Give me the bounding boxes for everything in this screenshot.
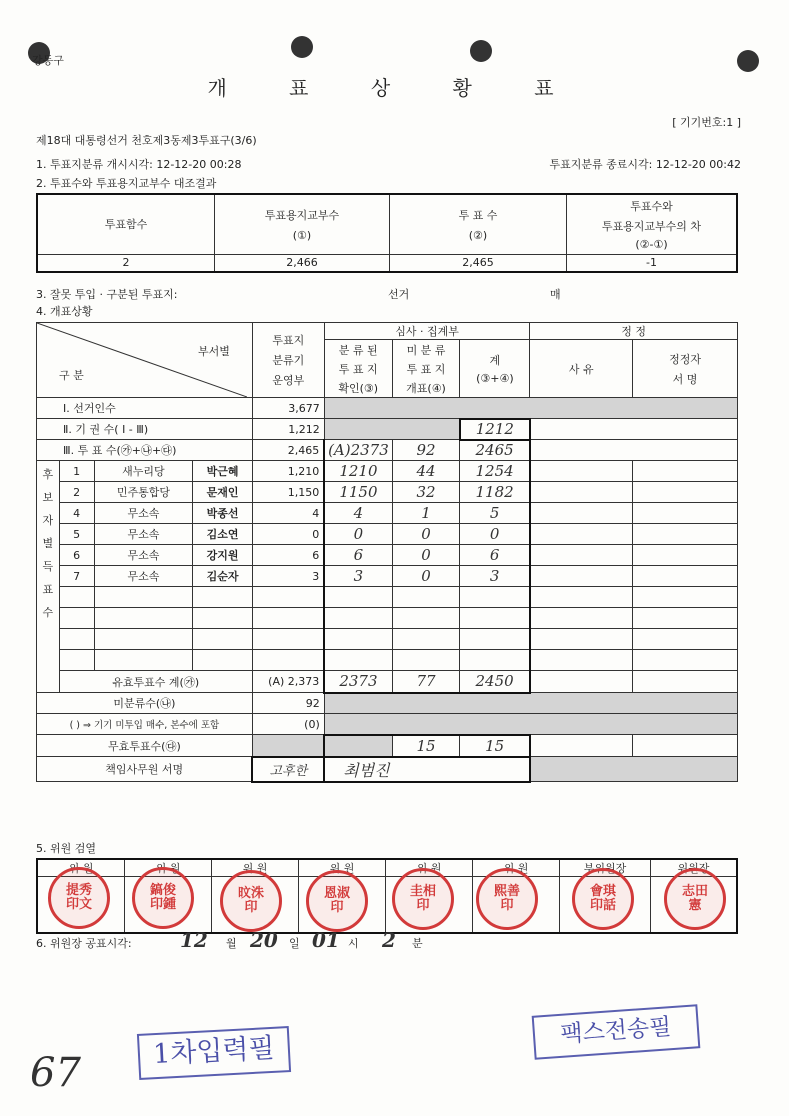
candidate-name: 김순자: [193, 566, 253, 587]
candidate-classified-hw: 4: [324, 503, 392, 524]
fax-sent-stamp: 팩스전송필: [532, 1004, 701, 1059]
hour-unit: 시: [348, 937, 359, 950]
month-unit: 월: [226, 937, 237, 950]
candidate-name: 박근혜: [193, 461, 253, 482]
signature-label: 책임사무원 서명: [37, 757, 253, 782]
empty-row: [37, 629, 738, 650]
row-voters-value: 3,677: [252, 398, 324, 419]
member-label: 위 원: [212, 859, 299, 877]
member-label: 위 원: [386, 859, 473, 877]
candidate-party: 민주통합당: [94, 482, 193, 503]
unclassified-value: 92: [252, 693, 324, 714]
valid-votes-value: (A) 2,373: [252, 671, 324, 693]
seal-stamp: 志田 憲: [664, 868, 726, 930]
header-category: 구 분: [59, 369, 84, 382]
announce-month-hw: 12: [180, 928, 208, 952]
candidate-party: 무소속: [94, 524, 193, 545]
difference-value: -1: [567, 254, 738, 272]
section-3-election: 선거: [388, 288, 410, 301]
candidate-votes: 6: [252, 545, 324, 566]
valid-classified-hw: 2373: [324, 671, 392, 693]
candidate-no: 2: [59, 482, 94, 503]
diagonal-line: [37, 323, 247, 397]
candidate-no: 5: [59, 524, 94, 545]
seal-stamp: 提秀 印文: [48, 867, 110, 929]
candidate-no: 6: [59, 545, 94, 566]
seal-stamp: 鎬俊 印鍾: [132, 867, 194, 929]
seal-stamp: 熙善 印: [476, 868, 538, 930]
candidate-name: 강지원: [193, 545, 253, 566]
valid-unclassified-hw: 77: [392, 671, 460, 693]
unclassified-label: 미분류수(㉯): [37, 693, 253, 714]
page-title: 개 표 상 황 표: [207, 76, 582, 100]
candidate-classified-hw: 1210: [324, 461, 392, 482]
sort-end: 투표지분류 종료시각: 12-12-20 00:42: [549, 158, 741, 171]
section-3-label: 3. 잘못 투입 · 구분된 투표지:: [36, 288, 178, 301]
member-label: 위 원: [473, 859, 560, 877]
header-diagonal-cell: [37, 323, 253, 398]
row-votes-value: 2,465: [252, 440, 324, 461]
section-5-label: 5. 위원 검열: [36, 842, 96, 855]
header-sum: 계 (③+④): [460, 340, 530, 398]
empty-row: [37, 650, 738, 671]
section-3-count: 매: [550, 288, 561, 301]
machine-number: [ 기기번호:1 ]: [672, 116, 741, 129]
ballot-comparison-table: [36, 193, 738, 273]
candidate-unclassified-hw: 44: [392, 461, 460, 482]
announce-day-hw: 20: [250, 928, 278, 952]
candidate-sum-hw: 5: [460, 503, 530, 524]
invalid-sum-hw: 15: [460, 735, 530, 757]
row-abstain-value: 1,212: [252, 419, 324, 440]
announce-minute-hw: 2: [382, 928, 396, 952]
signature-hw-1: 고후한: [252, 757, 324, 782]
col-ballot-boxes: 투표함수: [37, 194, 215, 254]
punch-hole: [470, 40, 492, 62]
votes-unclassified-hw: 92: [392, 440, 460, 461]
member-label: 위 원: [125, 859, 212, 877]
ballot-boxes-value: 2: [37, 254, 215, 272]
candidate-no: 4: [59, 503, 94, 524]
candidate-votes: 3: [252, 566, 324, 587]
seal-stamp: 圭相 印: [392, 868, 454, 930]
vice-chair-label: 부위원장: [560, 859, 651, 877]
candidate-name: 문재인: [193, 482, 253, 503]
announce-hour-hw: 01: [312, 928, 340, 952]
candidate-votes: 0: [252, 524, 324, 545]
district: 강동구: [32, 54, 64, 67]
invalid-votes-label: 무효투표수(㉰): [37, 735, 253, 757]
votes-classified-hw: (A)2373: [324, 440, 392, 461]
punch-hole: [291, 36, 313, 58]
seal-stamp: 旼洙 印: [220, 870, 282, 932]
header-corrector: 정정자 서 명: [633, 340, 738, 398]
empty-row: [37, 608, 738, 629]
candidate-unclassified-hw: 32: [392, 482, 460, 503]
candidate-votes: 1,210: [252, 461, 324, 482]
col-issued: 투표용지교부수 (①): [215, 194, 390, 254]
header-department: 부서별: [197, 345, 230, 358]
header-review: 심사 · 집계부: [324, 323, 530, 340]
candidate-party: 새누리당: [94, 461, 193, 482]
seal-stamp: 恩淑 印: [306, 870, 368, 932]
candidate-unclassified-hw: 0: [392, 545, 460, 566]
candidate-classified-hw: 1150: [324, 482, 392, 503]
votes-sum-hw: 2465: [460, 440, 530, 461]
header-correction: 정 정: [530, 323, 738, 340]
invalid-unclassified-hw: 15: [392, 735, 460, 757]
col-difference: 투표수와 투표용지교부수의 차 (②-①): [567, 194, 738, 254]
election-name: 제18대 대통령선거 천호제3동제3투표구(3/6): [36, 134, 257, 147]
row-votes-label: Ⅲ. 투 표 수(㉮+㉯+㉰): [37, 440, 253, 461]
section-6-label: 6. 위원장 공표시각:: [36, 937, 132, 950]
candidate-unclassified-hw: 1: [392, 503, 460, 524]
chair-label: 위원장: [651, 859, 738, 877]
candidate-classified-hw: 3: [324, 566, 392, 587]
candidate-party: 무소속: [94, 566, 193, 587]
punch-hole: [737, 50, 759, 72]
candidate-side-label: 후 보 자 별 득 표 수: [37, 461, 60, 693]
candidate-classified-hw: 0: [324, 524, 392, 545]
header-unclassified: 미 분 류 투 표 지 개표(④): [392, 340, 460, 398]
header-sorter: 투표지 분류기 운영부: [252, 323, 324, 398]
votes-value: 2,465: [390, 254, 567, 272]
note-label: ( ) ⇒ 기기 미투입 매수, 본수에 포함: [37, 714, 253, 735]
sort-start: 1. 투표지분류 개시시각: 12-12-20 00:28: [36, 158, 242, 171]
candidate-unclassified-hw: 0: [392, 524, 460, 545]
candidate-sum-hw: 1182: [460, 482, 530, 503]
valid-sum-hw: 2450: [460, 671, 530, 693]
candidate-name: 박종선: [193, 503, 253, 524]
header-classified: 분 류 된 투 표 지 확인(③): [324, 340, 392, 398]
valid-votes-label: 유효투표수 계(㉮): [59, 671, 252, 693]
row-abstain-label: Ⅱ. 기 권 수( Ⅰ - Ⅲ): [37, 419, 253, 440]
candidate-sum-hw: 6: [460, 545, 530, 566]
day-unit: 일: [289, 937, 300, 950]
issued-value: 2,466: [215, 254, 390, 272]
candidate-party: 무소속: [94, 545, 193, 566]
candidate-classified-hw: 6: [324, 545, 392, 566]
seal-stamp: 會琪 印話: [572, 868, 634, 930]
candidate-votes: 4: [252, 503, 324, 524]
candidate-name: 김소연: [193, 524, 253, 545]
abstain-handwritten: 1212: [460, 419, 530, 440]
member-label: 위 원: [299, 859, 386, 877]
candidate-no: 7: [59, 566, 94, 587]
candidate-unclassified-hw: 0: [392, 566, 460, 587]
section-2-label: 2. 투표수와 투표용지교부수 대조결과: [36, 177, 217, 190]
header-reason: 사 유: [530, 340, 633, 398]
candidate-sum-hw: 0: [460, 524, 530, 545]
input-complete-stamp: 1차입력필: [137, 1026, 291, 1080]
candidate-votes: 1,150: [252, 482, 324, 503]
candidate-party: 무소속: [94, 503, 193, 524]
col-votes: 투 표 수 (②): [390, 194, 567, 254]
candidate-sum-hw: 3: [460, 566, 530, 587]
candidate-no: 1: [59, 461, 94, 482]
section-4-label: 4. 개표상황: [36, 305, 93, 318]
empty-row: [37, 587, 738, 608]
member-label: 위 원: [37, 859, 125, 877]
candidate-sum-hw: 1254: [460, 461, 530, 482]
signature-hw-2: 최범진: [324, 757, 530, 782]
row-voters-label: Ⅰ. 선거인수: [37, 398, 253, 419]
note-value: (0): [252, 714, 324, 735]
counting-status-table: [36, 322, 738, 783]
minute-unit: 분: [412, 937, 423, 950]
page-number-hw: 67: [30, 1050, 81, 1096]
